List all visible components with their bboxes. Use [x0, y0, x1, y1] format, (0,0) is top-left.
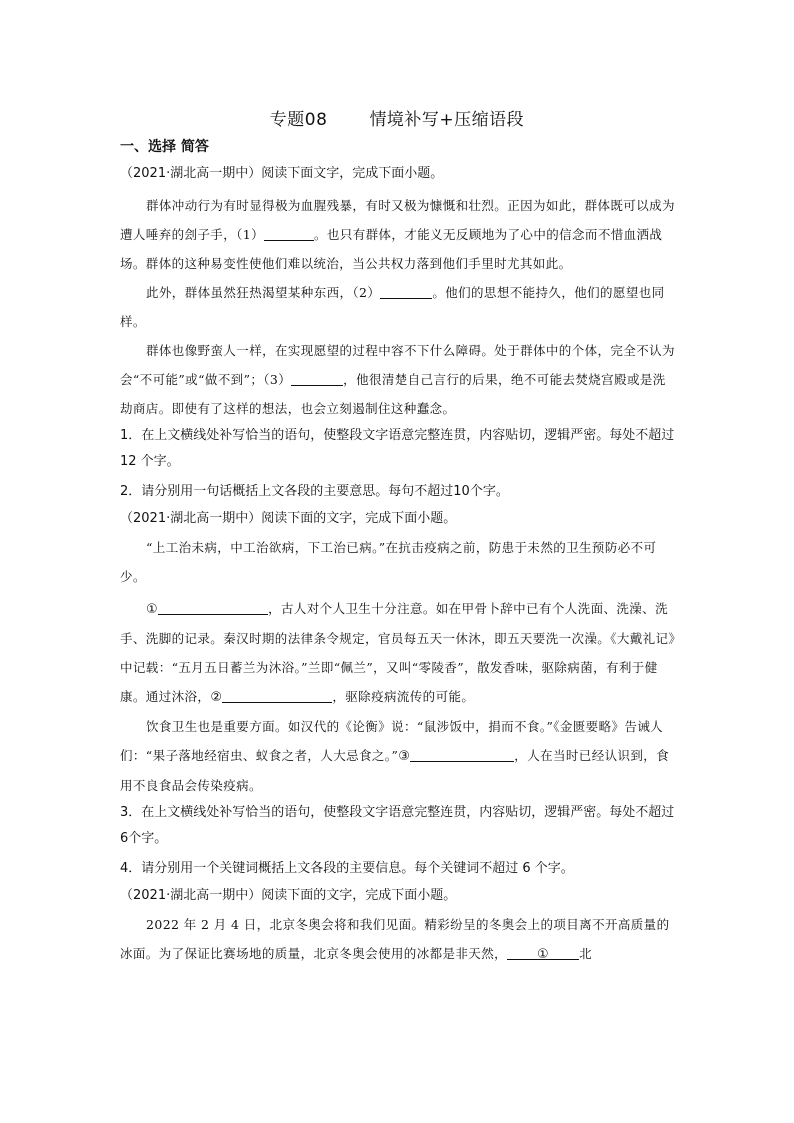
block2-paragraph-2: ① ，古人对个人卫生十分注意。如在甲骨卜辞中已有个人洗面、洗澡、洗手、洗脚的记录。秦汉时期的法律条令规定，官员每五天一休沐，即五天要洗一次澡。《大戴礼记》中记载：“五月五日蓄兰为沐浴。”兰即“佩兰”，又叫“零陵香”，散发香味，驱除病菌，有利于健康。通过沐浴，② ，驱除疫病流传的可能。: [120, 601, 676, 705]
answer-blank-circle-3: [410, 747, 514, 762]
answer-blank-underline-left: [507, 945, 537, 960]
block2-paragraph-1: “上工治未病，中工治欲病，下工治已病。”在抗击疫病之前，防患于未然的卫生预防必不可少。: [120, 540, 657, 584]
block2-paragraph-3: 饮食卫生也是重要方面。如汉代的《论衡》说：“鼠涉饭中，捐而不食。”《金匮要略》告诫人们：“果子落地经宿虫、蚁食之者，人大忌食之。”③ ，人在当时已经认识到，食用不良食品会传染疫病。: [120, 719, 670, 793]
question-2: 2．请分别用一句话概括上文各段的主要意思。每句不超过10个字。: [120, 484, 509, 499]
answer-blank-circle-1: [158, 600, 268, 615]
block1-paragraph-3: 群体也像野蛮人一样，在实现愿望的过程中容不下什么障碍。处于群体中的个体，完全不认为会“不可能”或“做不到”；（3） ，他很清楚自己言行的后果，绝不可能去焚烧宫殿或是洗劫商店。即使有了这样的想法，也会立刻遏制住这种蠢念。: [120, 343, 675, 416]
question-1: 1．在上文横线处补写恰当的语句，使整段文字语意完整连贯，内容贴切，逻辑严密。每处不超过 12 个字。: [120, 428, 675, 469]
answer-blank-circle-2: [222, 688, 332, 703]
section-heading: 一、选择 简答: [120, 139, 209, 155]
page-title: [0, 105, 794, 130]
answer-blank-2: [380, 284, 432, 299]
answer-blank-3: [291, 371, 343, 386]
answer-blank-1: [264, 226, 314, 241]
content-body: [120, 160, 678, 969]
block3-paragraph-1: 2022 年 2 月 4 日，北京冬奥会将和我们见面。精彩纷呈的冬奥会上的项目离不开高质量的冰面。为了保证比赛场地的质量，北京冬奥会使用的冰都是非天然， ① 北: [120, 917, 670, 962]
block2-source: （2021·湖北高一期中）阅读下面的文字，完成下面小题。: [120, 511, 457, 526]
title-topic-number: 专题08: [269, 110, 328, 130]
answer-blank-underline-right: [549, 945, 579, 960]
block1-paragraph-1: 群体冲动行为有时显得极为血腥残暴，有时又极为慷慨和壮烈。正因为如此，群体既可以成为遭人唾弃的刽子手，（1） 。也只有群体，才能义无反顾地为了心中的信念而不惜血洒战场。群体的这种易变性使他们难以统治，当公共权力落到他们手里时尤其如此。: [120, 198, 675, 271]
block1-source: （2021·湖北高一期中）阅读下面文字，完成下面小题。: [120, 166, 444, 181]
block1-paragraph-2: 此外，群体虽然狂热渴望某种东西，（2） 。他们的思想不能持久，他们的愿望也同样。: [120, 285, 665, 329]
question-3: 3．在上文横线处补写恰当的语句，使整段文字语意完整连贯，内容贴切，逻辑严密。每处不超过6个字。: [120, 805, 675, 846]
title-topic-name: 情境补写+压缩语段: [369, 110, 525, 130]
block3-source: （2021·湖北高一期中）阅读下面的文字，完成下面小题。: [120, 888, 457, 903]
question-4: 4．请分别用一个关键词概括上文各段的主要信息。每个关键词不超过 6 个字。: [120, 861, 574, 876]
